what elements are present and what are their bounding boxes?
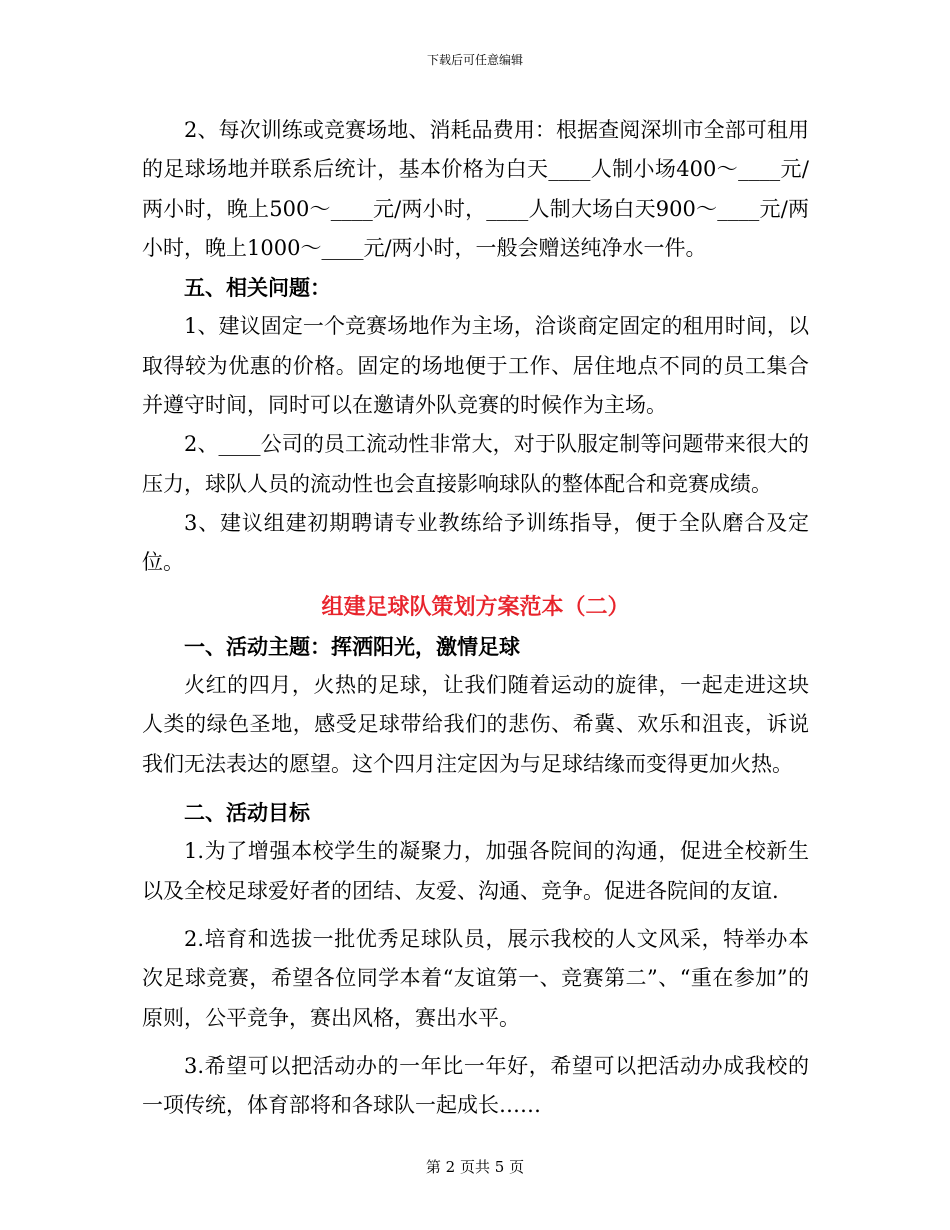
heading-related-issues: 五、相关问题： — [184, 275, 331, 301]
paragraph-goal-1: 1.为了增强本校学生的凝聚力，加强各院间的沟通，促进全校新生以及全校足球爱好者的团结、友爱、沟通、竞争。促进各院间的友谊. — [142, 839, 809, 903]
heading-activity-theme: 一、活动主题：挥洒阳光，激情足球 — [184, 633, 520, 659]
paragraph-issue-2: 2、____公司的员工流动性非常大，对于队服定制等问题带来很大的压力，球队人员的流动性也会直接影响球队的整体配合和竞赛成绩。 — [142, 432, 809, 496]
document-body — [142, 111, 809, 1125]
paragraph-goal-3: 3.希望可以把活动办的一年比一年好，希望可以把活动办成我校的一项传统，体育部将和各球队一起成长…… — [142, 1053, 809, 1118]
document-title: 组建足球队策划方案范本（二） — [321, 593, 630, 620]
paragraph-goal-2: 2.培育和选拔一批优秀足球队员，展示我校的人文风采，特举办本次足球竞赛，希望各位同学本着“友谊第一、竞赛第二”、“重在参加”的原则，公平竞争，赛出风格，赛出水平。 — [142, 926, 809, 1030]
paragraph-issue-1: 1、建议固定一个竞赛场地作为主场，洽谈商定固定的租用时间，以取得较为优惠的价格。固定的场地便于工作、居住地点不同的员工集合并遵守时间，同时可以在邀请外队竞赛的时候作为主场。 — [142, 314, 809, 418]
page-header: 下载后可任意编辑 — [426, 53, 523, 67]
page-footer: 第 2 页共 5 页 — [425, 1158, 525, 1176]
paragraph-activity-intro: 火红的四月，火热的足球，让我们随着运动的旋律，一起走进这块人类的绿色圣地，感受足球带给我们的悲伤、希冀、欢乐和沮丧，诉说我们无法表达的愿望。这个四月注定因为与足球结缘而变得更加火热。 — [142, 673, 809, 776]
paragraph-issue-3: 3、建议组建初期聘请专业教练给予训练指导，便于全队磨合及定位。 — [142, 510, 809, 575]
heading-activity-goals: 二、活动目标 — [184, 800, 310, 826]
paragraph-venue-fees: 2、每次训练或竞赛场地、消耗品费用：根据查阅深圳市全部可租用的足球场地并联系后统计，基本价格为白天____人制小场400～____元/两小时，晚上500～____元/两小时，____人制大场白天900～____元/两小时，晚上1000～____元/两小时，一般会赠送纯净水一件。 — [142, 118, 809, 260]
